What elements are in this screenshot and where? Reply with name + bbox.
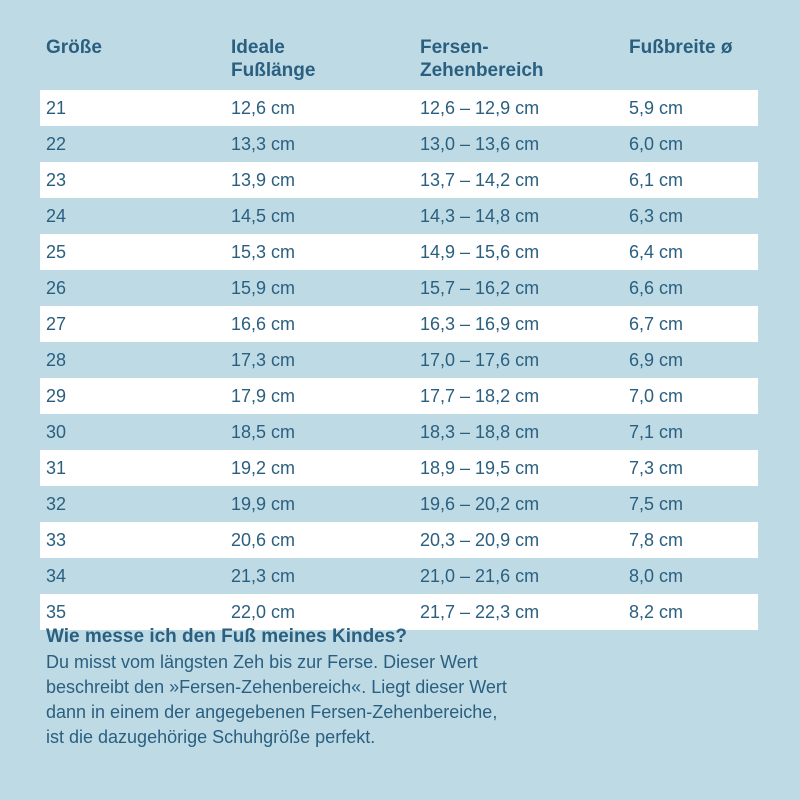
- cell-size: 32: [46, 494, 67, 514]
- table-header: [0, 36, 800, 88]
- table-row: [40, 378, 758, 414]
- cell-foot-width: 7,1 cm: [629, 422, 684, 442]
- cell-foot-width: 6,9 cm: [629, 350, 684, 370]
- cell-ideal-length: 20,6 cm: [231, 530, 296, 550]
- cell-heel-toe-range: 14,9 – 15,6 cm: [420, 242, 540, 262]
- cell-ideal-length: 19,2 cm: [231, 458, 296, 478]
- cell-size: 28: [46, 350, 67, 370]
- cell-ideal-length: 17,9 cm: [231, 386, 296, 406]
- table-row: [40, 162, 758, 198]
- cell-foot-width: 6,7 cm: [629, 314, 684, 334]
- note-line: ist die dazugehörige Schuhgröße perfekt.: [46, 727, 376, 747]
- cell-foot-width: 8,0 cm: [629, 566, 684, 586]
- cell-ideal-length: 16,6 cm: [231, 314, 296, 334]
- header-ideal-foot-length-line1: Ideale: [231, 37, 285, 58]
- header-ideal-foot-length: [231, 36, 411, 82]
- cell-size: 34: [46, 566, 67, 586]
- cell-ideal-length: 15,3 cm: [231, 242, 296, 262]
- cell-foot-width: 8,2 cm: [629, 602, 684, 622]
- cell-foot-width: 7,5 cm: [629, 494, 684, 514]
- table-row: [40, 342, 758, 378]
- cell-size: 29: [46, 386, 67, 406]
- table-row: [40, 90, 758, 126]
- note-line: dann in einem der angegebenen Fersen-Zehenbereiche,: [46, 702, 498, 722]
- cell-size: 22: [46, 134, 67, 154]
- cell-heel-toe-range: 13,0 – 13,6 cm: [420, 134, 540, 154]
- cell-foot-width: 5,9 cm: [629, 98, 684, 118]
- cell-foot-width: 7,3 cm: [629, 458, 684, 478]
- cell-ideal-length: 14,5 cm: [231, 206, 296, 226]
- note-text: [46, 650, 766, 750]
- cell-ideal-length: 13,9 cm: [231, 170, 296, 190]
- cell-size: 35: [46, 602, 67, 622]
- header-foot-width-label: Fußbreite ø: [629, 37, 733, 58]
- cell-size: 33: [46, 530, 67, 550]
- cell-ideal-length: 12,6 cm: [231, 98, 296, 118]
- cell-heel-toe-range: 13,7 – 14,2 cm: [420, 170, 540, 190]
- table-row: [40, 198, 758, 234]
- header-ideal-foot-length-line2: Fußlänge: [231, 60, 316, 81]
- header-foot-width: [629, 36, 789, 59]
- note-line: Du misst vom längsten Zeh bis zur Ferse. Dieser Wert: [46, 652, 478, 672]
- cell-ideal-length: 17,3 cm: [231, 350, 296, 370]
- table-row: [40, 306, 758, 342]
- header-size: [46, 36, 206, 59]
- cell-heel-toe-range: 17,0 – 17,6 cm: [420, 350, 540, 370]
- table-row: [40, 414, 758, 450]
- table-row: [40, 522, 758, 558]
- cell-heel-toe-range: 14,3 – 14,8 cm: [420, 206, 540, 226]
- cell-ideal-length: 19,9 cm: [231, 494, 296, 514]
- cell-foot-width: 6,1 cm: [629, 170, 684, 190]
- cell-heel-toe-range: 21,7 – 22,3 cm: [420, 602, 540, 622]
- cell-heel-toe-range: 20,3 – 20,9 cm: [420, 530, 540, 550]
- note-line: beschreibt den »Fersen-Zehenbereich«. Liegt dieser Wert: [46, 677, 507, 697]
- cell-ideal-length: 15,9 cm: [231, 278, 296, 298]
- cell-size: 25: [46, 242, 67, 262]
- cell-ideal-length: 13,3 cm: [231, 134, 296, 154]
- cell-heel-toe-range: 12,6 – 12,9 cm: [420, 98, 540, 118]
- table-row: [40, 234, 758, 270]
- header-size-label: Größe: [46, 37, 102, 58]
- cell-heel-toe-range: 21,0 – 21,6 cm: [420, 566, 540, 586]
- table-row: [40, 126, 758, 162]
- cell-heel-toe-range: 19,6 – 20,2 cm: [420, 494, 540, 514]
- cell-foot-width: 7,8 cm: [629, 530, 684, 550]
- cell-size: 26: [46, 278, 67, 298]
- cell-heel-toe-range: 16,3 – 16,9 cm: [420, 314, 540, 334]
- header-heel-toe-range-line2: Zehenbereich: [420, 60, 544, 81]
- cell-foot-width: 6,6 cm: [629, 278, 684, 298]
- table-row: [40, 270, 758, 306]
- cell-size: 21: [46, 98, 67, 118]
- measuring-note: [46, 624, 766, 750]
- header-heel-toe-range: [420, 36, 620, 82]
- table-row: [40, 558, 758, 594]
- cell-size: 24: [46, 206, 67, 226]
- cell-size: 27: [46, 314, 67, 334]
- cell-size: 23: [46, 170, 67, 190]
- cell-heel-toe-range: 17,7 – 18,2 cm: [420, 386, 540, 406]
- header-heel-toe-range-line1: Fersen-: [420, 37, 489, 58]
- size-table-body: [40, 90, 758, 630]
- table-row: [40, 450, 758, 486]
- cell-heel-toe-range: 15,7 – 16,2 cm: [420, 278, 540, 298]
- cell-foot-width: 6,3 cm: [629, 206, 684, 226]
- cell-ideal-length: 21,3 cm: [231, 566, 296, 586]
- cell-size: 31: [46, 458, 67, 478]
- cell-foot-width: 6,0 cm: [629, 134, 684, 154]
- cell-ideal-length: 22,0 cm: [231, 602, 296, 622]
- cell-heel-toe-range: 18,9 – 19,5 cm: [420, 458, 540, 478]
- cell-ideal-length: 18,5 cm: [231, 422, 296, 442]
- cell-foot-width: 6,4 cm: [629, 242, 684, 262]
- cell-heel-toe-range: 18,3 – 18,8 cm: [420, 422, 540, 442]
- table-row: [40, 486, 758, 522]
- cell-size: 30: [46, 422, 67, 442]
- note-title: Wie messe ich den Fuß meines Kindes?: [46, 626, 407, 647]
- cell-foot-width: 7,0 cm: [629, 386, 684, 406]
